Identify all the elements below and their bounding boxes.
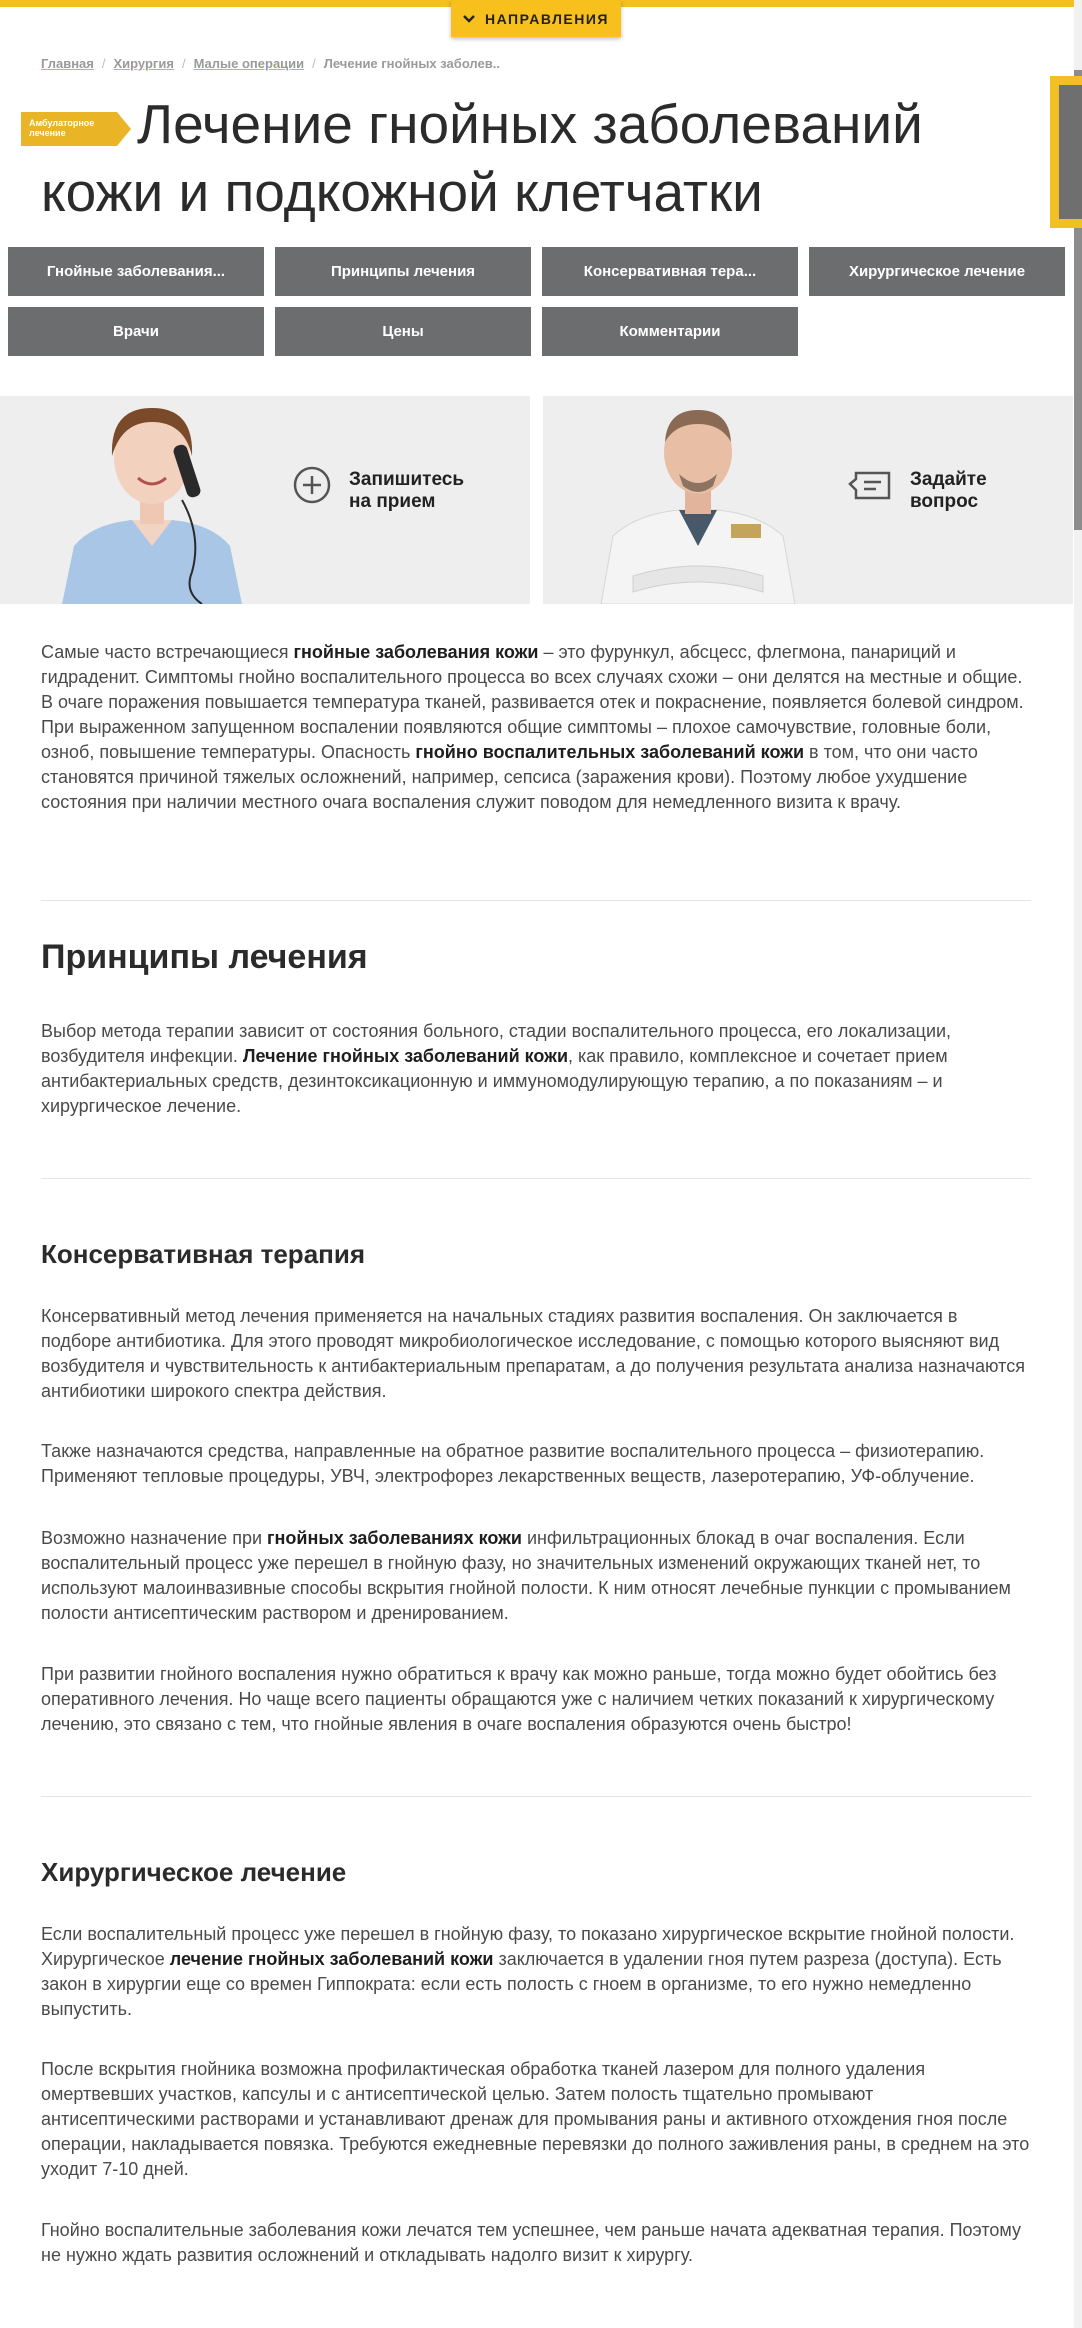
text-span: Возможно назначение при <box>41 1528 268 1548</box>
breadcrumb-separator: / <box>312 56 316 71</box>
tab-treatment-principles[interactable]: Принципы лечения <box>275 247 531 296</box>
doctor-photo <box>593 396 803 604</box>
surgical-paragraph-1 <box>41 1922 1031 2022</box>
intro-paragraph <box>41 640 1031 815</box>
section-divider <box>41 900 1031 901</box>
bold-term: гнойно воспалительных заболеваний кожи <box>415 742 805 762</box>
breadcrumb-minor-operations[interactable]: Малые операции <box>193 56 305 71</box>
section-tabs <box>8 247 1066 356</box>
text-span: Если воспалительный процесс уже перешел в гнойную фазу, то показано хирургическое вскрытие гнойной полости. Хирургическое <box>41 1924 1015 1969</box>
text-span: инфильтрационных блокад в очаг воспаления. Если воспалительный процесс уже перешел в гнойную фазу, но значительных изменений окружающих тканей нет, то используют малоинвазивные способы вскрытия гнойной полости. К ним относят лечебные пункции с промыванием полости антисептическим раствором и дренированием. <box>41 1528 1011 1623</box>
tab-purulent-diseases[interactable]: Гнойные заболевания... <box>8 247 264 296</box>
breadcrumb-separator: / <box>181 56 186 71</box>
badge-line-2: лечение <box>29 128 66 138</box>
directions-button[interactable] <box>451 0 621 37</box>
conservative-text <box>41 1304 1031 1404</box>
intro-text <box>41 640 1031 815</box>
surgical-paragraph-2: После вскрытия гнойника возможна профилактическая обработка тканей лазером для полного удаления омертвевших участков, капсулы и с антисептической целью. Затем полость тщательно промывают антисептическими растворами и устанавливают дренаж для промывания раны и активного отхождения гноя после операции, накладывается повязка. Требуются ежедневные перевязки до полного заживления раны, в среднем на это уходит 7-10 дней. <box>41 2059 1030 2179</box>
ask-question-label-line-2: вопрос <box>910 491 979 512</box>
section-divider <box>41 1796 1031 1797</box>
chat-bubble-icon <box>848 470 892 511</box>
surgical-paragraph-3: Гнойно воспалительные заболевания кожи лечатся тем успешнее, чем раньше начата адекватная терапия. Поэтому не нужно ждать развития осложнений и откладывать надолго визит к хирургу. <box>41 2220 1021 2265</box>
conservative-text <box>41 1439 1031 1489</box>
plus-circle-icon <box>292 465 332 510</box>
page-title: Лечение гнойных заболеваний кожи и подкожной клетчатки <box>41 93 923 223</box>
text-span: Самые часто встречающиеся <box>41 642 294 662</box>
outpatient-badge <box>21 112 117 146</box>
bold-term: лечение гнойных заболеваний кожи <box>169 1949 494 1969</box>
appointment-label-line-1: Запишитесь <box>349 469 465 490</box>
tab-surgical-treatment[interactable]: Хирургическое лечение <box>809 247 1065 296</box>
tab-conservative-therapy[interactable]: Консервативная тера... <box>542 247 798 296</box>
conservative-heading: Консервативная терапия <box>41 1239 366 1269</box>
tab-comments[interactable]: Комментарии <box>542 307 798 356</box>
principles-heading: Принципы лечения <box>41 938 368 976</box>
breadcrumb-separator: / <box>101 56 106 71</box>
breadcrumb-surgery[interactable]: Хирургия <box>113 56 174 71</box>
badge-line-1: Амбулаторное <box>29 118 95 128</box>
surgical-text <box>41 2057 1031 2182</box>
principles-paragraph <box>41 1019 1031 1119</box>
conservative-paragraph-4: При развитии гнойного воспаления нужно обратиться к врачу как можно раньше, тогда можно будет обойтись без оперативного лечения. Но чаще всего пациенты обращаются уже с наличием четких показаний к хирургическому лечению, это связано с тем, что гнойные явления в очаге воспаления образуются очень быстро! <box>41 1664 997 1734</box>
text-span: заключается в удалении гноя путем разреза (доступа). Есть закон в хирургии еще со времен Гиппократа: если есть полость с гноем в организме, то его нужно немедленно выпустить. <box>41 1949 1002 2019</box>
receptionist-photo <box>52 396 252 604</box>
text-span: – это фурункул, абсцесс, флегмона, панариций и гидраденит. Симптомы гнойно воспалительного процесса во всех случаях схожи – они делятся на местные и общие. В очаге поражения повышается температура тканей, развивается отек и покраснение, появляется болевой синдром. При выраженном запущенном воспалении появляются общие симптомы – плохое самочувствие, головные боли, озноб, повышение температуры. Опасность <box>41 642 1024 762</box>
tab-doctors[interactable]: Врачи <box>8 307 264 356</box>
tab-prices[interactable]: Цены <box>275 307 531 356</box>
principles-text <box>41 1019 1031 1119</box>
breadcrumb-home[interactable]: Главная <box>41 56 94 71</box>
surgical-heading: Хирургическое лечение <box>41 1857 347 1887</box>
surgical-text <box>41 1922 1031 2022</box>
text-span: Выбор метода терапии зависит от состояния больного, стадии воспалительного процесса, его локализации, возбудителя инфекции. <box>41 1021 952 1066</box>
surgical-text <box>41 2218 1031 2268</box>
appointment-label-line-2: на прием <box>349 491 436 512</box>
ask-question-cta[interactable] <box>543 396 1073 604</box>
bold-term: гнойные заболевания кожи <box>293 642 539 662</box>
breadcrumb-current: Лечение гнойных заболев.. <box>323 56 500 71</box>
side-panel-tab[interactable] <box>1050 76 1082 228</box>
conservative-text <box>41 1662 1031 1737</box>
conservative-paragraph-3 <box>41 1526 1031 1626</box>
text-span: в том, что они часто становятся причиной тяжелых осложнений, например, сепсиса (заражения крови). Поэтому любое ухудшение состояния при наличии местного очага воспаления служит поводом для немедленного визита к врачу. <box>41 742 978 812</box>
appointment-cta[interactable] <box>0 396 530 604</box>
text-span: , как правило, комплексное и сочетает прием антибактериальных средств, дезинтоксикационную и иммуномодулирующую терапию, а по показаниям – и хирургическое лечение. <box>41 1046 948 1116</box>
breadcrumb <box>41 56 500 71</box>
conservative-text <box>41 1526 1031 1626</box>
cta-row <box>0 396 1074 604</box>
ask-question-label-line-1: Задайте <box>910 469 987 490</box>
bold-term: Лечение гнойных заболеваний кожи <box>242 1046 569 1066</box>
section-divider <box>41 1178 1031 1179</box>
conservative-paragraph-2: Также назначаются средства, направленные на обратное развитие воспалительного процесса – физиотерапию. Применяют тепловые процедуры, УВЧ, электрофорез лекарственных веществ, лазеротерапию, УФ-облучение. <box>41 1441 985 1486</box>
ask-question-label <box>910 469 987 513</box>
directions-label: НАПРАВЛЕНИЯ <box>485 10 609 27</box>
chevron-down-icon <box>463 12 475 26</box>
bold-term: гнойных заболеваниях кожи <box>267 1528 522 1548</box>
conservative-paragraph-1: Консервативный метод лечения применяется на начальных стадиях развития воспаления. Он заключается в подборе антибиотика. Для этого проводят микробиологическое исследование, с помощью которого выясняют вид возбудителя и чувствительность к антибактериальным препаратам, а до получения результата анализа назначаются антибиотики широкого спектра действия. <box>41 1306 1025 1401</box>
appointment-label <box>349 469 464 513</box>
